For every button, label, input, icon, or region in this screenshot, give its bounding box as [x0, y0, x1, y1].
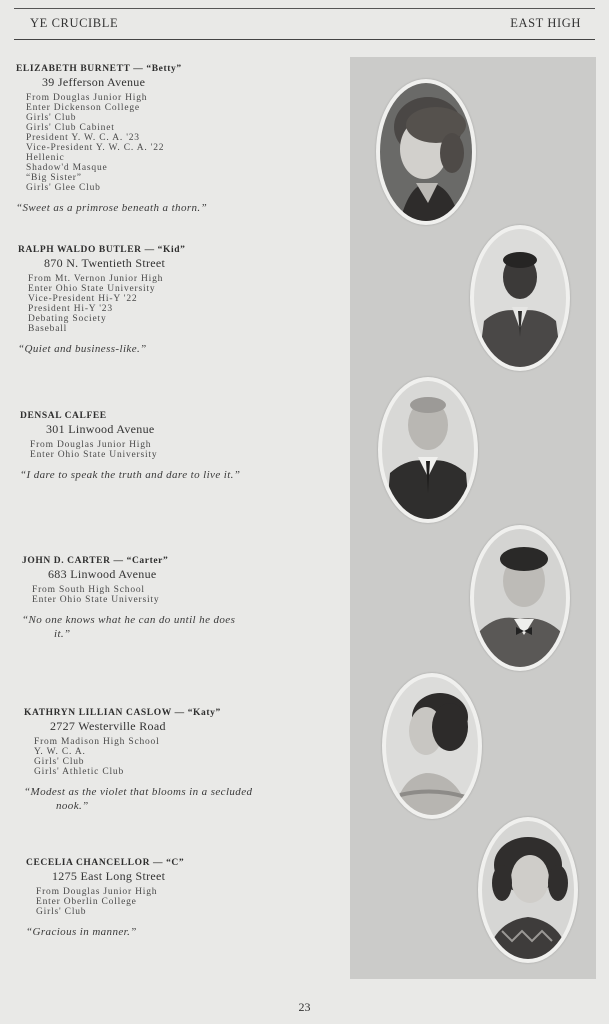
activity-line: Vice-President Y. W. C. A. '22 — [26, 143, 165, 153]
quote-text: “I dare to speak the truth and dare to live it.” — [20, 469, 241, 481]
portrait-image — [474, 229, 566, 367]
activity-line: Enter Ohio State University — [30, 450, 158, 460]
senior-quote — [16, 201, 361, 215]
activity-line: Enter Ohio State University — [32, 595, 160, 605]
senior-quote — [22, 613, 367, 641]
portrait-caslow — [382, 673, 482, 819]
activity-line: Girls' Athletic Club — [34, 767, 125, 777]
activity-line: From Douglas Junior High — [26, 93, 148, 103]
portrait-burnett — [376, 79, 476, 225]
portrait-butler — [470, 225, 570, 371]
activity-line: President Hi-Y '23 — [28, 304, 113, 314]
student-name: JOHN D. CARTER — “Carter” — [22, 556, 169, 566]
running-header — [14, 8, 595, 40]
activity-line: Baseball — [28, 324, 68, 334]
activity-line: Hellenic — [26, 153, 65, 163]
senior-entry-butler — [18, 245, 363, 356]
quote-text: “Quiet and business-like.” — [18, 343, 147, 355]
activity-line: President Y. W. C. A. '23 — [26, 133, 140, 143]
portrait-chancellor — [478, 817, 578, 963]
senior-quote — [18, 342, 363, 356]
portrait-carter — [470, 525, 570, 671]
activity-line: From Madison High School — [34, 737, 160, 747]
student-address: 2727 Westerville Road — [50, 719, 166, 733]
activities-list — [26, 93, 361, 193]
senior-quote — [26, 925, 371, 939]
activity-line: Girls' Glee Club — [26, 183, 101, 193]
student-address: 39 Jefferson Avenue — [42, 75, 146, 89]
activity-line: Girls' Club — [26, 113, 77, 123]
portrait-image — [482, 821, 574, 959]
activity-line: Debating Society — [28, 314, 107, 324]
student-address: 1275 East Long Street — [52, 869, 166, 883]
senior-quote — [20, 468, 365, 482]
student-name: KATHRYN LILLIAN CASLOW — “Katy” — [24, 708, 221, 718]
student-name: RALPH WALDO BUTLER — “Kid” — [18, 245, 186, 255]
activity-line: Girls' Club — [34, 757, 85, 767]
activity-line: Enter Ohio State University — [28, 284, 156, 294]
quote-text: “No one knows what he can do until he does — [22, 614, 236, 626]
activities-list — [28, 274, 363, 334]
quote-text-continued: nook.” — [56, 800, 89, 812]
activities-list — [34, 737, 369, 777]
activity-line: From Douglas Junior High — [30, 440, 152, 450]
quote-text: “Modest as the violet that blooms in a secluded — [24, 786, 253, 798]
portrait-panel — [350, 57, 596, 979]
activity-line: Girls' Club Cabinet — [26, 123, 115, 133]
activity-line: From Douglas Junior High — [36, 887, 158, 897]
activity-line: Y. W. C. A. — [34, 747, 86, 757]
activities-list — [36, 887, 371, 917]
senior-entry-calfee — [20, 411, 365, 482]
portrait-image — [386, 677, 478, 815]
student-address: 870 N. Twentieth Street — [44, 256, 166, 270]
activity-line: Girls' Club — [36, 907, 87, 917]
activity-line: From Mt. Vernon Junior High — [28, 274, 164, 284]
activity-line: Shadow'd Masque — [26, 163, 108, 173]
quote-text: “Sweet as a primrose beneath a thorn.” — [16, 202, 208, 214]
activity-line: Enter Oberlin College — [36, 897, 137, 907]
activity-line: Enter Dickenson College — [26, 103, 140, 113]
senior-quote — [24, 785, 369, 813]
portrait-image — [474, 529, 566, 667]
senior-entry-chancellor — [26, 858, 371, 939]
senior-entry-carter — [22, 556, 367, 641]
portrait-calfee — [378, 377, 478, 523]
activity-line: From South High School — [32, 585, 145, 595]
quote-text: “Gracious in manner.” — [26, 926, 137, 938]
header-school: EAST HIGH — [510, 16, 581, 30]
senior-entry-caslow — [24, 708, 369, 813]
activities-list — [30, 440, 365, 460]
student-name: ELIZABETH BURNETT — “Betty” — [16, 64, 182, 74]
student-name: DENSAL CALFEE — [20, 411, 107, 421]
portrait-image — [382, 381, 474, 519]
page-number: 23 — [298, 1000, 311, 1014]
senior-entry-burnett — [16, 64, 361, 215]
header-title: YE CRUCIBLE — [30, 16, 119, 30]
student-name: CECELIA CHANCELLOR — “C” — [26, 858, 185, 868]
activities-list — [32, 585, 367, 605]
quote-text-continued: it.” — [54, 628, 71, 640]
portrait-image — [380, 83, 472, 221]
activity-line: Vice-President Hi-Y '22 — [28, 294, 138, 304]
student-address: 683 Linwood Avenue — [48, 567, 157, 581]
student-address: 301 Linwood Avenue — [46, 422, 155, 436]
activity-line: “Big Sister” — [26, 173, 82, 183]
